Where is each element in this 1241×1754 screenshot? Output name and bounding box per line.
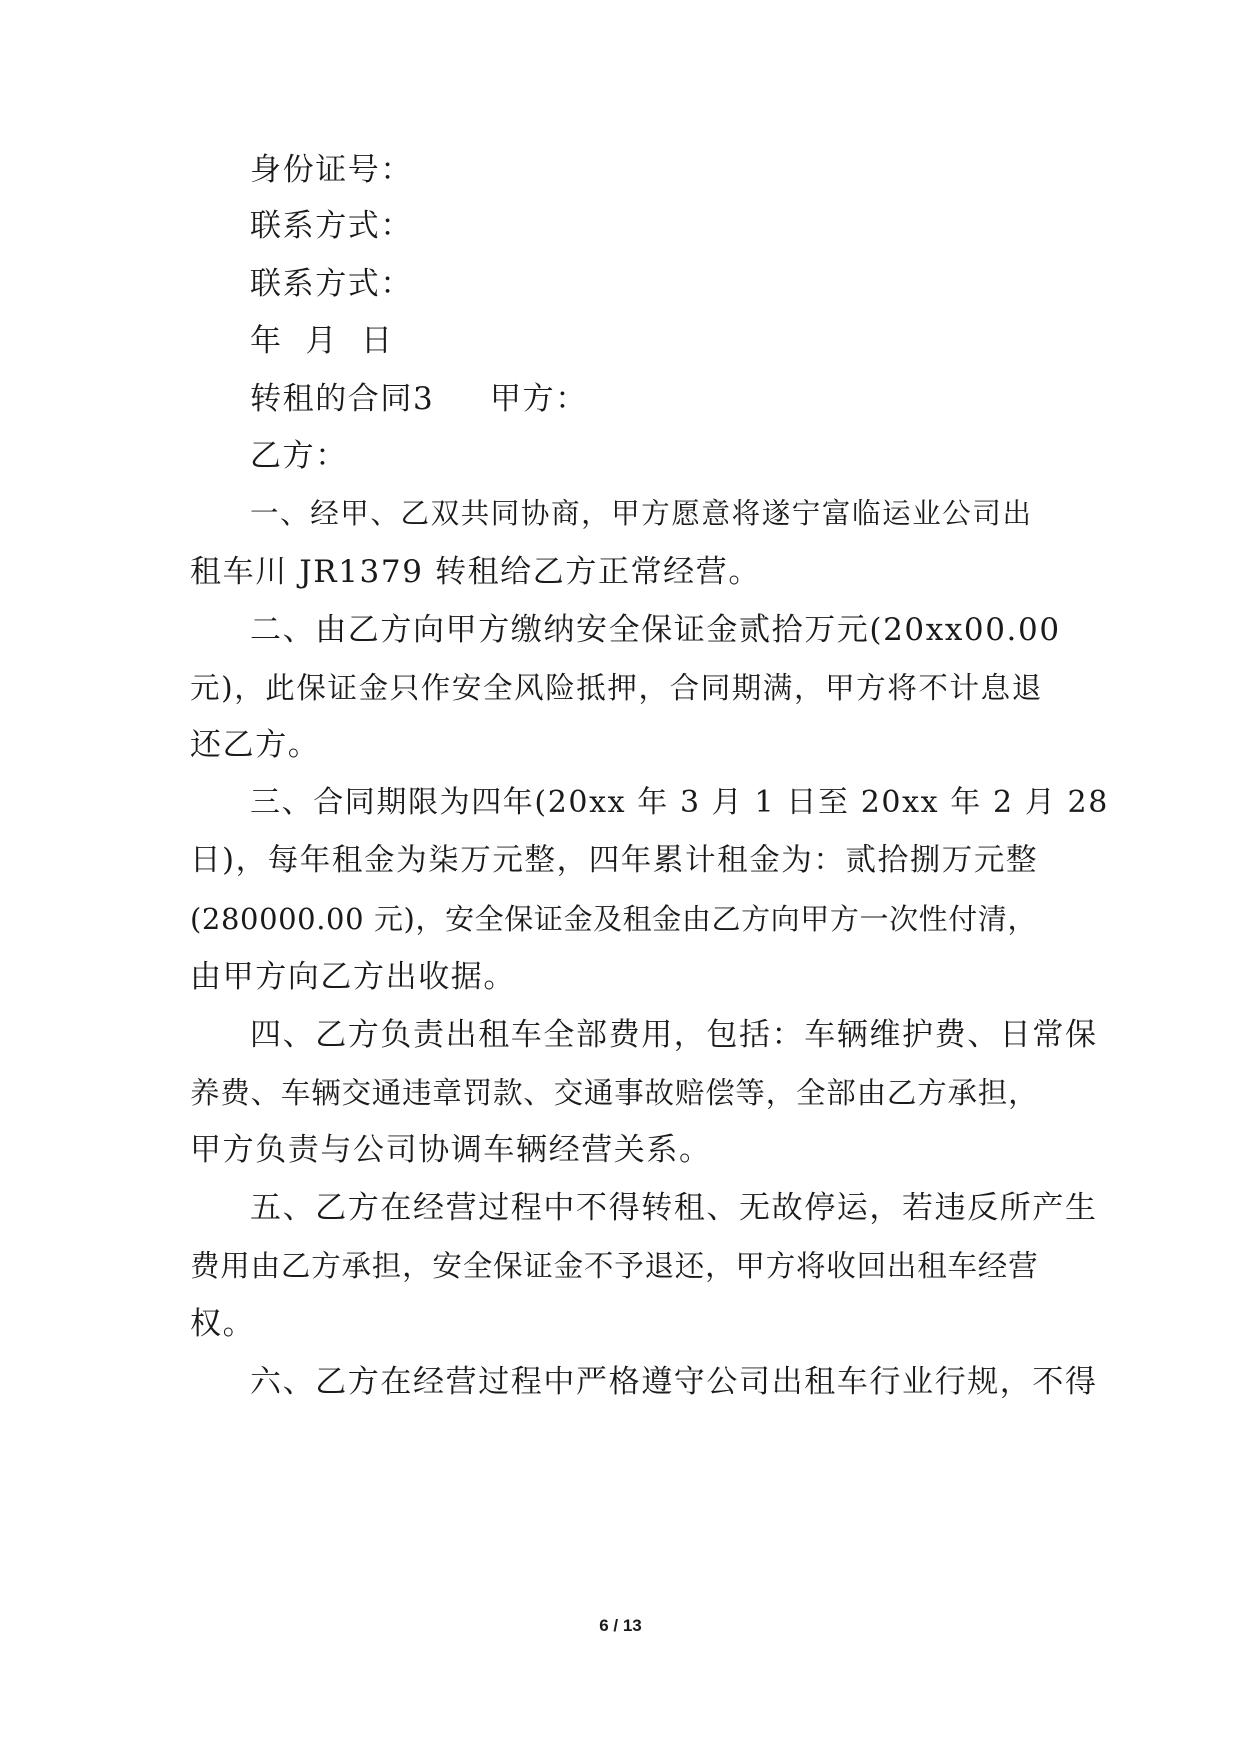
clause-5-line-3: 权。 <box>190 1306 256 1342</box>
clause-5-line-2: 费用由乙方承担，安全保证金不予退还，甲方将收回出租车经营 <box>190 1249 1039 1283</box>
clause-3-line-4: 由甲方向乙方出收据。 <box>190 959 516 995</box>
clause-5-line-1: 五、乙方在经营过程中不得转租、无故停运，若违反所产生 <box>250 1190 1098 1226</box>
clause-3-line-1: 三、合同期限为四年(20xx 年 3 月 1 日至 20xx 年 2 月 28 <box>250 785 1109 820</box>
contact-field-label-2: 联系方式： <box>250 266 413 302</box>
contact-field-label-1: 联系方式： <box>250 208 413 244</box>
clause-1-line-1: 一、经甲、乙双共同协商，甲方愿意将遂宁富临运业公司出 <box>250 497 1033 530</box>
clause-1-line-2: 租车川 JR1379 转租给乙方正常经营。 <box>190 554 761 590</box>
clause-3-line-3: (280000.00 元)，安全保证金及租金由乙方向甲方一次性付清， <box>190 902 1038 936</box>
clause-6-line-1: 六、乙方在经营过程中严格遵守公司出租车行业行规，不得 <box>250 1364 1098 1400</box>
clause-4-line-3: 甲方负责与公司协调车辆经营关系。 <box>190 1132 712 1168</box>
clause-4-line-1: 四、乙方负责出租车全部费用，包括：车辆维护费、日常保 <box>250 1017 1098 1053</box>
clause-2-line-1: 二、由乙方向甲方缴纳安全保证金贰拾万元(20xx00.00 <box>250 612 1061 648</box>
clause-2-line-2: 元)，此保证金只作安全风险抵押，合同期满，甲方将不计息退 <box>190 671 1043 705</box>
contract-title: 转租的合同3 <box>250 381 435 417</box>
clause-2-line-3: 还乙方。 <box>190 727 321 763</box>
date-field-label: 年 月 日 <box>250 323 394 359</box>
party-b-label: 乙方： <box>250 438 348 474</box>
clause-3-line-2: 日)，每年租金为柒万元整，四年累计租金为：贰拾捌万元整 <box>190 843 1039 878</box>
clause-4-line-2: 养费、车辆交通违章罚款、交通事故赔偿等，全部由乙方承担， <box>190 1076 1039 1110</box>
id-number-field-label: 身份证号： <box>250 152 413 188</box>
page-number: 6 / 13 <box>599 1616 642 1635</box>
party-a-label: 甲方： <box>490 381 588 417</box>
